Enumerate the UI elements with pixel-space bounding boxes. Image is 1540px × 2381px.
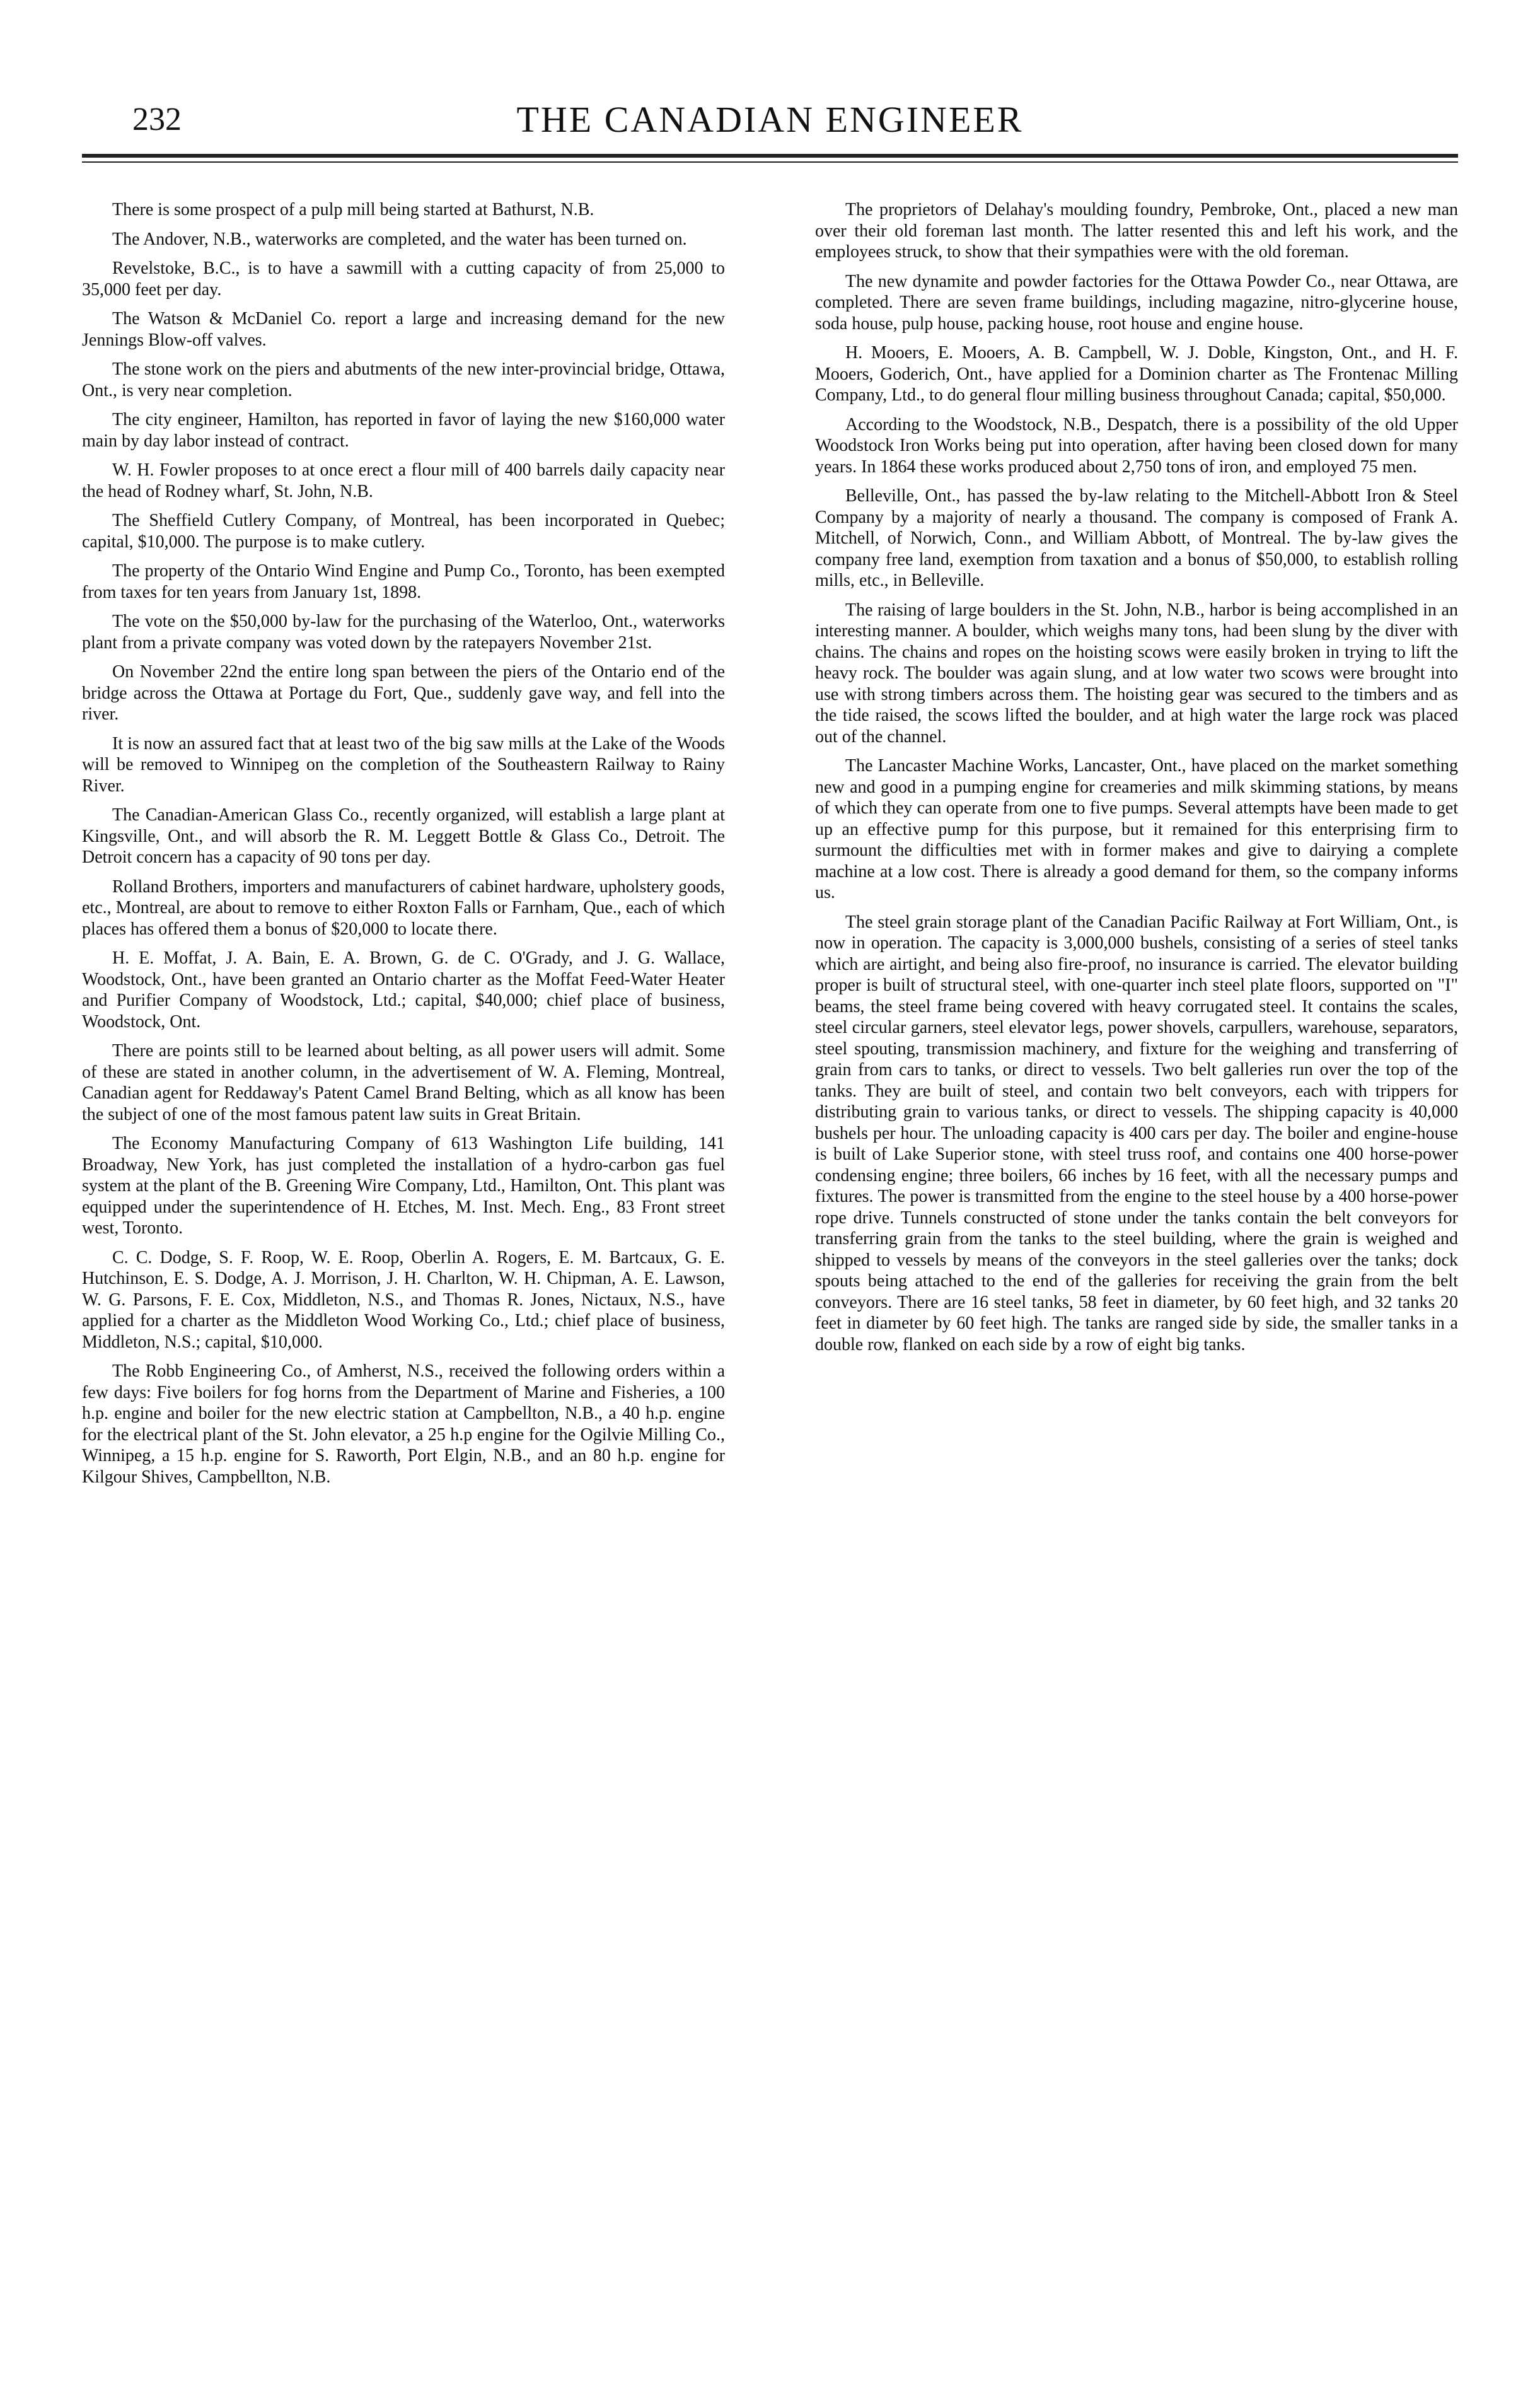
left-column-paragraph: Rolland Brothers, importers and manufacturers of cabinet hardware, upholstery goods, etc., Montreal, are about to remove to either Roxton Falls or Farnham, Que., each of which places has offered them a bonus of $20,000 to locate there.: [82, 876, 725, 939]
left-column-paragraph: There are points still to be learned about belting, as all power users will admit. Some of these are stated in another column, in the advertisement of W. A. Fleming, Montreal, Canadian agent for Reddaway's Patent Camel Brand Belting, which as all know has been the subject of one of the most famous patent law suits in Great Britain.: [82, 1041, 725, 1124]
left-column-paragraph: C. C. Dodge, S. F. Roop, W. E. Roop, Oberlin A. Rogers, E. M. Bartcaux, G. E. Hutchinson, E. S. Dodge, A. J. Morrison, J. H. Charlton, W. H. Chipman, A. E. Lawson, W. G. Parsons, F. E. Cox, Middleton, N.S., and Thomas R. Jones, Nictaux, N.S., have applied for a charter as the Middleton Wood Working Co., Ltd.; chief place of business, Middleton, N.S.; capital, $10,000.: [82, 1247, 725, 1352]
left-column-paragraph: The city engineer, Hamilton, has reported in favor of laying the new $160,000 water main by day labor instead of contract.: [82, 410, 725, 451]
header-rule-thin: [82, 161, 1458, 163]
article-columns: [82, 199, 1458, 1496]
left-column-paragraph: The Watson & McDaniel Co. report a large and increasing demand for the new Jennings Blow-off valves.: [82, 309, 725, 350]
left-column-paragraph: The Sheffield Cutlery Company, of Montreal, has been incorporated in Quebec; capital, $10,000. The purpose is to make cutlery.: [82, 511, 725, 552]
left-column-paragraph: The vote on the $50,000 by-law for the purchasing of the Waterloo, Ont., waterworks plant from a private company was voted down by the ratepayers November 21st.: [82, 612, 725, 653]
header-rule-thick: [82, 154, 1458, 158]
left-column-paragraph: It is now an assured fact that at least two of the big saw mills at the Lake of the Woods will be removed to Winnipeg on the completion of the Southeastern Railway to Rainy River.: [82, 733, 725, 796]
left-column-paragraph: The Andover, N.B., waterworks are completed, and the water has been turned on.: [112, 229, 687, 249]
right-column-paragraph: The new dynamite and powder factories for the Ottawa Powder Co., near Ottawa, are completed. There are seven frame buildings, including magazine, nitro-glycerine house, soda house, pulp house, packing house, root house and engine house.: [815, 271, 1458, 334]
left-column-paragraph: The Robb Engineering Co., of Amherst, N.S., received the following orders within a few days: Five boilers for fog horns from the Department of Marine and Fisheries, a 100 h.p. engine and boiler for the new electric station at Campbellton, N.B., a 40 h.p. engine for the electrical plant of the St. John elevator, a 25 h.p engine for the Ogilvie Milling Co., Winnipeg, a 15 h.p. engine for S. Raworth, Port Elgin, N.B., and an 80 h.p. engine for Kilgour Shives, Campbellton, N.B.: [82, 1361, 725, 1487]
right-column-paragraph: The proprietors of Delahay's moulding foundry, Pembroke, Ont., placed a new man over their old foreman last month. The latter resented this and left his work, and the employees struck, to show that their sympathies were with the old foreman.: [815, 200, 1458, 262]
left-column-paragraph: The Economy Manufacturing Company of 613 Washington Life building, 141 Broadway, New York, has just completed the installation of a hydro-carbon gas fuel system at the plant of the B. Greening Wire Company, Ltd., Hamilton, Ont. This plant was equipped under the superintendence of H. Etches, M. Inst. Mech. Eng., 83 Front street west, Toronto.: [82, 1134, 725, 1238]
right-column: [815, 199, 1458, 1496]
left-column-paragraph: H. E. Moffat, J. A. Bain, E. A. Brown, G. de C. O'Grady, and J. G. Wallace, Woodstock, Ont., have been granted an Ontario charter as the Moffat Feed-Water Heater and Purifier Company of Woodstock, Ltd.; capital, $40,000; chief place of business, Woodstock, Ont.: [82, 948, 725, 1032]
left-column-paragraph: There is some prospect of a pulp mill being started at Bathurst, N.B.: [112, 200, 594, 219]
right-column-paragraph: H. Mooers, E. Mooers, A. B. Campbell, W. J. Doble, Kingston, Ont., and H. F. Mooers, Goderich, Ont., have applied for a Dominion charter as The Frontenac Milling Company, Ltd., to do general flour milling business throughout Canada; capital, $50,000.: [815, 343, 1458, 405]
left-column-paragraph: On November 22nd the entire long span between the piers of the Ontario end of the bridge across the Ottawa at Portage du Fort, Que., suddenly gave way, and fell into the river.: [82, 662, 725, 724]
right-column-paragraph: The raising of large boulders in the St. John, N.B., harbor is being accomplished in an interesting manner. A boulder, which weighs many tons, had been slung by the diver with chains. The chains and ropes on the hoisting scows were easily broken in trying to lift the heavy rock. The boulder was again slung, and at low water two scows were brought into use with strong timbers across them. The hoisting gear was secured to the timbers and as the tide raised, the scows lifted the boulder, and at high water the large rock was placed out of the channel.: [815, 600, 1458, 747]
page-number: 232: [132, 102, 182, 137]
page-header: [82, 95, 1458, 145]
left-column: [82, 199, 725, 1496]
right-column-paragraph: According to the Woodstock, N.B., Despatch, there is a possibility of the old Upper Woodstock Iron Works being put into operation, after having been closed down for many years. In 1864 these works produced about 2,750 tons of iron, and employed 75 men.: [815, 414, 1458, 477]
publication-title: THE CANADIAN ENGINEER: [516, 99, 1024, 140]
left-column-paragraph: Revelstoke, B.C., is to have a sawmill with a cutting capacity of from 25,000 to 35,000 feet per day.: [82, 259, 725, 300]
left-column-paragraph: The property of the Ontario Wind Engine and Pump Co., Toronto, has been exempted from taxes for ten years from January 1st, 1898.: [82, 561, 725, 602]
right-column-paragraph: The steel grain storage plant of the Canadian Pacific Railway at Fort William, Ont., is now in operation. The capacity is 3,000,000 bushels, consisting of a series of steel tanks which are airtight, and being also fire-proof, no insurance is carried. The elevator building proper is built of structural steel, with one-quarter inch steel plate floors, supported on "I" beams, the steel frame being covered with heavy corrugated steel. It contains the scales, steel circular garners, steel elevator legs, power shovels, carpullers, warehouse, separators, steel spouting, transmission machinery, and fixture for the weighing and transferring of grain from cars to tanks, or direct to vessels. Two belt galleries run over the top of the tanks. They are built of steel, and contain two belt conveyors, each with trippers for distributing grain to various tanks, or direct to vessels. The shipping capacity is 40,000 bushels per hour. The unloading capacity is 400 cars per day. The boiler and engine-house is built of Lake Superior stone, with steel truss roof, and contains one 400 horse-power condensing engine; three boilers, 66 inches by 16 feet, with all the necessary pumps and fixtures. The power is transmitted from the engine to the steel house by a 400 horse-power rope drive. Tunnels constructed of stone under the tanks contain the belt conveyors for transferring grain from the tanks to the steel building, where the grain is weighed and shipped to vessels by means of the conveyors in the steel galleries over the tanks; dock spouts being attached to the end of the galleries for receiving the grain from the belt conveyors. There are 16 steel tanks, 58 feet in diameter, by 60 feet high, and 32 tanks 20 feet in diameter by 60 feet high. The tanks are ranged side by side, the smaller tanks in a double row, flanked on each side by a row of eight big tanks.: [815, 912, 1458, 1354]
right-column-paragraph: Belleville, Ont., has passed the by-law relating to the Mitchell-Abbott Iron & Steel Company by a majority of nearly a thousand. The company is composed of Frank A. Mitchell, of Norwich, Conn., and William Abbott, of Montreal. The by-law gives the company free land, exemption from taxation and a bonus of $50,000, to establish rolling mills, etc., in Belleville.: [815, 486, 1458, 590]
left-column-paragraph: The Canadian-American Glass Co., recently organized, will establish a large plant at Kingsville, Ont., and will absorb the R. M. Leggett Bottle & Glass Co., Detroit. The Detroit concern has a capacity of 90 tons per day.: [82, 805, 725, 867]
left-column-paragraph: The stone work on the piers and abutments of the new inter-provincial bridge, Ottawa, Ont., is very near completion.: [82, 359, 725, 400]
header-rule: [82, 151, 1458, 170]
right-column-paragraph: The Lancaster Machine Works, Lancaster, Ont., have placed on the market something new and good in a pumping engine for creameries and milk skimming stations, by means of which they can operate from one to five pumps. Several attempts have been made to get up an effective pump for this purpose, but it remained for this enterprising firm to surmount the difficulties met with in former makes and give to dairying a complete machine at a low cost. There is already a good demand for them, so the company informs us.: [815, 756, 1458, 902]
left-column-paragraph: W. H. Fowler proposes to at once erect a flour mill of 400 barrels daily capacity near the head of Rodney wharf, St. John, N.B.: [82, 460, 725, 501]
